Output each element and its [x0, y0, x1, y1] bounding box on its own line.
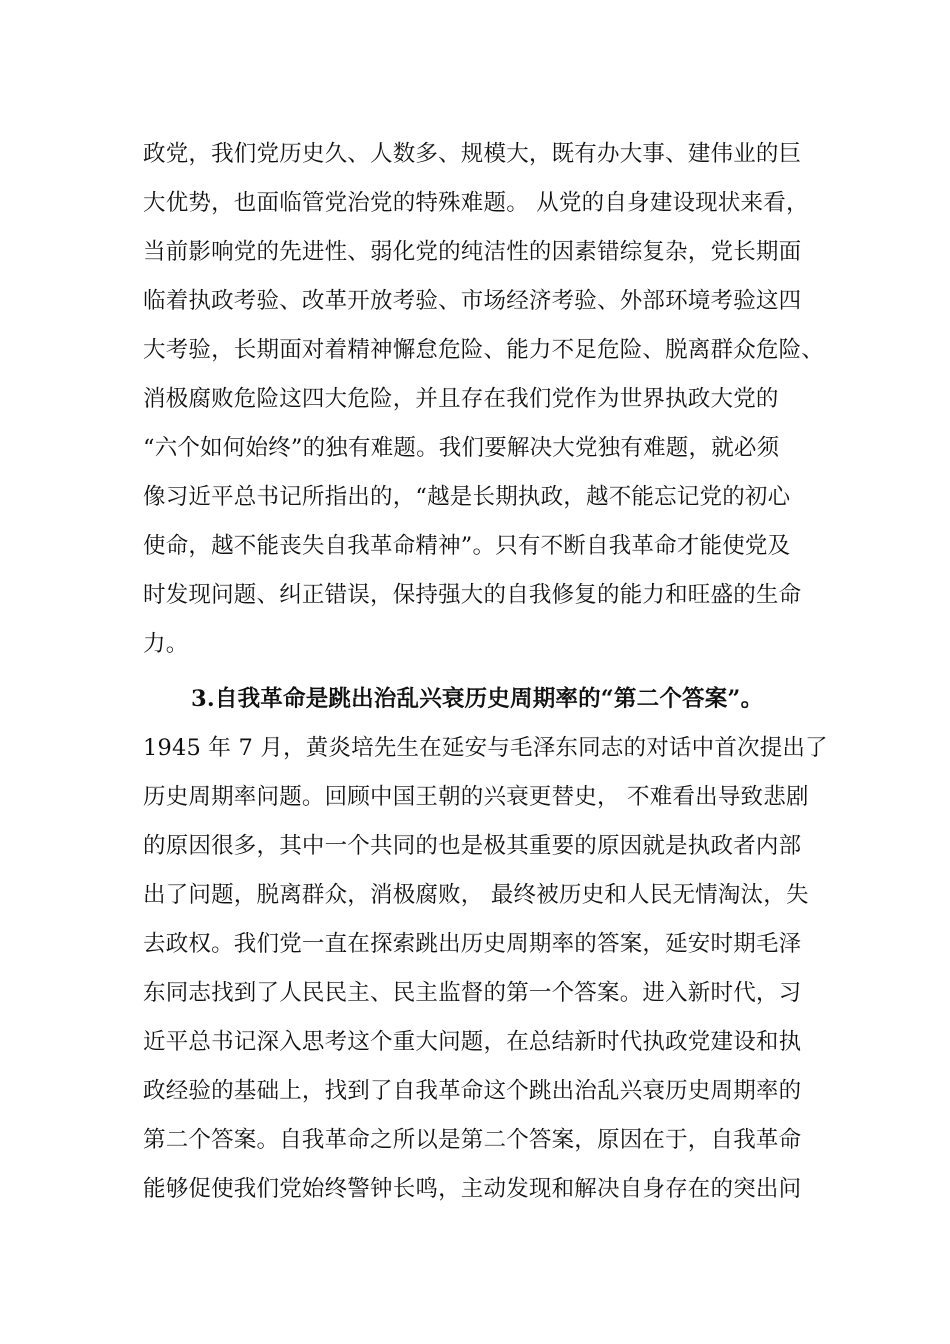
- text-line: 的原因很多，其中一个共同的也是极其重要的原因就是执政者内部: [143, 833, 802, 859]
- text-line: 临着执政考验、改革开放考验、市场经济考验、外部环境考验这四: [143, 288, 802, 314]
- text-line: “六个如何始终”的独有难题。我们要解决大党独有难题，就必须: [143, 435, 780, 461]
- text-line: 力。: [143, 631, 189, 657]
- text-line: 历史周期率问题。回顾中国王朝的兴衰更替史， 不难看出导致悲剧: [143, 784, 809, 810]
- text-line: 使命，越不能丧失自我革命精神”。只有不断自我革命才能使党及: [143, 533, 791, 559]
- text-line: 东同志找到了人民民主、民主监督的第一个答案。进入新时代，习: [143, 980, 802, 1006]
- text-line: 消极腐败危险这四大危险，并且存在我们党作为世界执政大党的: [143, 386, 779, 412]
- text-line: 第二个答案。自我革命之所以是第二个答案，原因在于，自我革命: [143, 1127, 802, 1153]
- text-line: 能够促使我们党始终警钟长鸣，主动发现和解决自身存在的突出问: [143, 1176, 802, 1202]
- text-line: 政经验的基础上，找到了自我革命这个跳出治乱兴衰历史周期率的: [143, 1078, 802, 1104]
- text-line: 1945 年 7 月，黄炎培先生在延安与毛泽东同志的对话中首次提出了: [143, 735, 828, 761]
- text-line: 大考验，长期面对着精神懈怠危险、能力不足危险、脱离群众危险、: [143, 337, 825, 363]
- text-line: 出了问题，脱离群众，消极腐败， 最终被历史和人民无情淘汰，失: [143, 882, 809, 908]
- text-line: 近平总书记深入思考这个重大问题，在总结新时代执政党建设和执: [143, 1029, 802, 1055]
- text-line: 去政权。我们党一直在探索跳出历史周期率的答案，延安时期毛泽: [143, 931, 802, 957]
- text-line: 当前影响党的先进性、弱化党的纯洁性的因素错综复杂，党长期面: [143, 239, 802, 265]
- text-line: 时发现问题、纠正错误，保持强大的自我修复的能力和旺盛的生命: [143, 582, 802, 608]
- text-line: 像习近平总书记所指出的，“越是长期执政，越不能忘记党的初心: [143, 484, 791, 510]
- text-line: 大优势，也面临管党治党的特殊难题。 从党的自身建设现状来看，: [143, 190, 809, 216]
- text-line: 政党，我们党历史久、人数多、规模大，既有办大事、建伟业的巨: [143, 141, 802, 167]
- section-heading: 3.自我革命是跳出治乱兴衰历史周期率的“第二个答案”。: [191, 686, 764, 712]
